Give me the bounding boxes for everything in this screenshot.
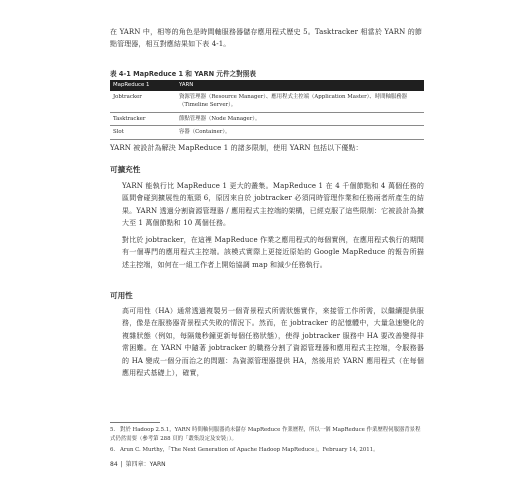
- availability-paragraph: 高可用性（HA）通常透過複製另一個背景程式所需狀態實作，來接管工作所需，以繼續提供服務，像是在服務器背景程式失敗的情況下。然而，在 jobtracker 的記憶體中，大量急速變化的複雜狀態（例如，每隔幾秒鐘更新每個任務狀態），使得 jobtracker 服務中 HA 要改善變得非常困難。在 YARN 中隨著 jobtracker 的職務分割了資源管理器和應用程式主控端，令服務器的 HA 變成一個分而治之的問題：為資源管理器提供 HA，然後用於 YARN 應用程式（在每個應用程式基礎上），確實，: [122, 307, 424, 378]
- chapter-title: 第四章：YARN: [125, 461, 166, 468]
- table-header-row: [110, 80, 424, 91]
- comparison-table: [110, 80, 424, 140]
- footnote-rule: [110, 422, 160, 423]
- page-footer: [110, 459, 166, 468]
- table-row: [110, 112, 424, 126]
- footnote-text: 對於 Hadoop 2.5.1，YARN 時間軸伺服器尚未儲存 MapReduce 作業歷程，所以一個 MapReduce 作業歷程伺服器背景程式仍然需要（參考第 288 頁的「叢集設定及安裝」）。: [110, 427, 421, 442]
- heading-scalability: 可擴充性: [110, 165, 141, 174]
- table-cell: Jobtracker: [110, 91, 176, 113]
- footnote-5: [110, 426, 422, 444]
- scalability-paragraph-1: YARN 能執行比 MapReduce 1 更大的叢集。MapReduce 1 在 4 千個節點和 4 萬個任務的區間會碰到擴展性的瓶頸 6，原因來自於 jobtracker 必須同時管理作業和任務兩者所產生的結果。YARN 透過分割資源管理器 / 應用程式主控端的架構，已經克服了這些限制：它被設計為擴大至 1 萬個節點和 10 萬個任務。: [122, 182, 424, 228]
- footnote-number: 5.: [110, 427, 116, 433]
- table-cell: 資源管理器（Resource Manager）、應用程式主控端（Application Master）、時間軸服務器（Timeline Server）。: [176, 91, 424, 113]
- table-caption: 表 4-1 MapReduce 1 和 YARN 元件之對照表: [110, 70, 256, 78]
- table-cell: Slot: [110, 126, 176, 140]
- intro-paragraph: 在 YARN 中，相等的角色是時間軸服務器儲存應用程式歷史 5。Tasktracker 相當於 YARN 的節點管理器，相互對應結果如下表 4-1。: [110, 28, 422, 49]
- page-number: 84: [110, 461, 118, 468]
- scalability-paragraph-2: 對比於 jobtracker，在這裡 MapReduce 作業之應用程式的每個實例，在應用程式執行的期間有一個專門的應用程式主控端。該模式實際上更接近原始的 Google MapReduce 的報告所描述主控端，如何在一組工作者上開始協調 map 和減少任務執行。: [122, 236, 424, 269]
- footer-separator: |: [120, 461, 123, 468]
- table-row: [110, 126, 424, 140]
- heading-availability: 可用性: [110, 291, 133, 300]
- limits-paragraph: YARN 被設計為解決 MapReduce 1 的諸多限制，使用 YARN 包括以下優點：: [110, 144, 363, 152]
- column-header-mapreduce1: MapReduce 1: [110, 80, 176, 91]
- table-cell: 容器（Container）。: [176, 126, 424, 140]
- footnote-text: Arun C. Murthy，「The Next Generation of Apache Hadoop MapReduce」，February 14, 2011。: [120, 447, 379, 453]
- column-header-yarn: YARN: [176, 80, 424, 91]
- table-row: [110, 91, 424, 113]
- footnote-6: [110, 446, 422, 455]
- table-cell: 節點管理器（Node Manager）。: [176, 112, 424, 126]
- table-cell: Tasktracker: [110, 112, 176, 126]
- footnote-number: 6.: [110, 447, 116, 453]
